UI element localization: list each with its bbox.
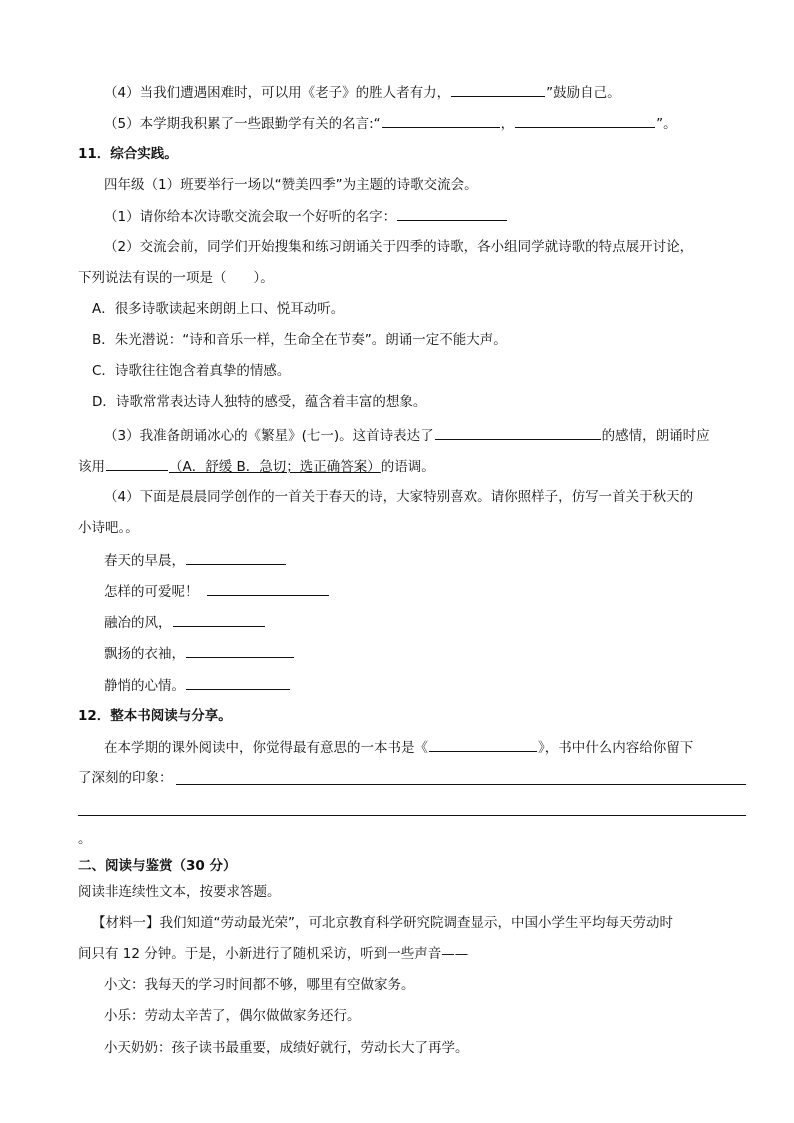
voice-line: 小乐：劳动太辛苦了，偶尔做做家务还行。 xyxy=(104,1008,361,1024)
q11-sub3-line2: 该用 （A．舒缓 B．急切；选正确答案）的语调。 xyxy=(78,456,435,476)
poem-line: 飘扬的衣袖， xyxy=(104,643,295,663)
q12-end: 。 xyxy=(78,831,92,847)
q10-item4: （4）当我们遭遇困难时，可以用《老子》的胜人者有力， ”鼓励自己。 xyxy=(104,82,621,102)
option-b[interactable]: B．朱光潜说：“诗和音乐一样，生命全在节奏”。朗诵一定不能大声。 xyxy=(92,332,507,348)
answer-blank[interactable] xyxy=(106,456,168,471)
q11-sub3-line1: （3）我准备朗诵冰心的《繁星》(七一)。这首诗表达了 的感情，朗诵时应 xyxy=(104,425,710,445)
option-d[interactable]: D．诗歌常常表达诗人独特的感受，蕴含着丰富的想象。 xyxy=(92,394,427,410)
answer-blank[interactable] xyxy=(429,737,537,752)
q11-sub4-line1: （4）下面是晨晨同学创作的一首关于春天的诗，大家特别喜欢。请你照样子，仿写一首关于秋天的 xyxy=(104,489,694,505)
poem-line: 怎样的可爱呢！ xyxy=(104,581,330,601)
option-a[interactable]: A．很多诗歌读起来朗朗上口、悦耳动听。 xyxy=(92,301,345,317)
q11-sub2-line1: （2）交流会前，同学们开始搜集和练习朗诵关于四季的诗歌，各小组同学就诗歌的特点展开讨论， xyxy=(104,239,694,255)
answer-blank[interactable] xyxy=(382,113,500,128)
answer-blank[interactable] xyxy=(207,581,329,596)
q10-item5: （5）本学期我积累了一些跟勤学有关的名言:“ ， ”。 xyxy=(104,113,677,133)
answer-blank[interactable] xyxy=(435,425,601,440)
answer-blank[interactable] xyxy=(186,675,290,690)
option-c[interactable]: C．诗歌往往饱含着真挚的情感。 xyxy=(92,363,291,379)
q12-title: 12．整本书阅读与分享。 xyxy=(78,708,232,724)
answer-line[interactable] xyxy=(78,815,746,816)
answer-blank[interactable] xyxy=(186,643,294,658)
answer-blank[interactable] xyxy=(515,113,655,128)
q12-line2: 了深刻的印象： xyxy=(78,770,173,786)
poem-line: 静悄的心情。 xyxy=(104,675,291,695)
material1-line1: 【材料一】我们知道“劳动最光荣”，可北京教育科学研究院调查显示，中国小学生平均每天劳动时 xyxy=(92,915,673,931)
material1-line2: 间只有 12 分钟。于是，小新进行了随机采访，听到一些声音—— xyxy=(78,946,469,962)
voice-line: 小文：我每天的学习时间都不够，哪里有空做家务。 xyxy=(104,977,415,993)
q11-sub2-line2: 下列说法有误的一项是（ ）。 xyxy=(78,270,274,286)
q11-intro: 四年级（1）班要举行一场以“赞美四季”为主题的诗歌交流会。 xyxy=(104,177,478,193)
section-instruction: 阅读非连续性文本，按要求答题。 xyxy=(78,884,281,900)
poem-line: 融冶的风， xyxy=(104,612,266,632)
answer-line[interactable] xyxy=(176,784,746,785)
answer-blank[interactable] xyxy=(186,550,286,565)
poem-line: 春天的早晨， xyxy=(104,550,287,570)
q12-line1: 在本学期的课外阅读中，你觉得最有意思的一本书是《 》，书中什么内容给你留下 xyxy=(104,737,693,757)
q11-title: 11．综合实践。 xyxy=(78,146,178,162)
answer-blank[interactable] xyxy=(397,206,507,221)
voice-line: 小天奶奶：孩子读书最重要，成绩好就行，劳动长大了再学。 xyxy=(104,1040,469,1056)
section-title: 二、阅读与鉴赏（30 分） xyxy=(78,858,237,874)
answer-blank[interactable] xyxy=(451,82,545,97)
q11-sub4-line2: 小诗吧。。 xyxy=(78,520,139,536)
q11-sub1: （1）请你给本次诗歌交流会取一个好听的名字： xyxy=(104,206,508,226)
answer-blank[interactable] xyxy=(173,612,265,627)
